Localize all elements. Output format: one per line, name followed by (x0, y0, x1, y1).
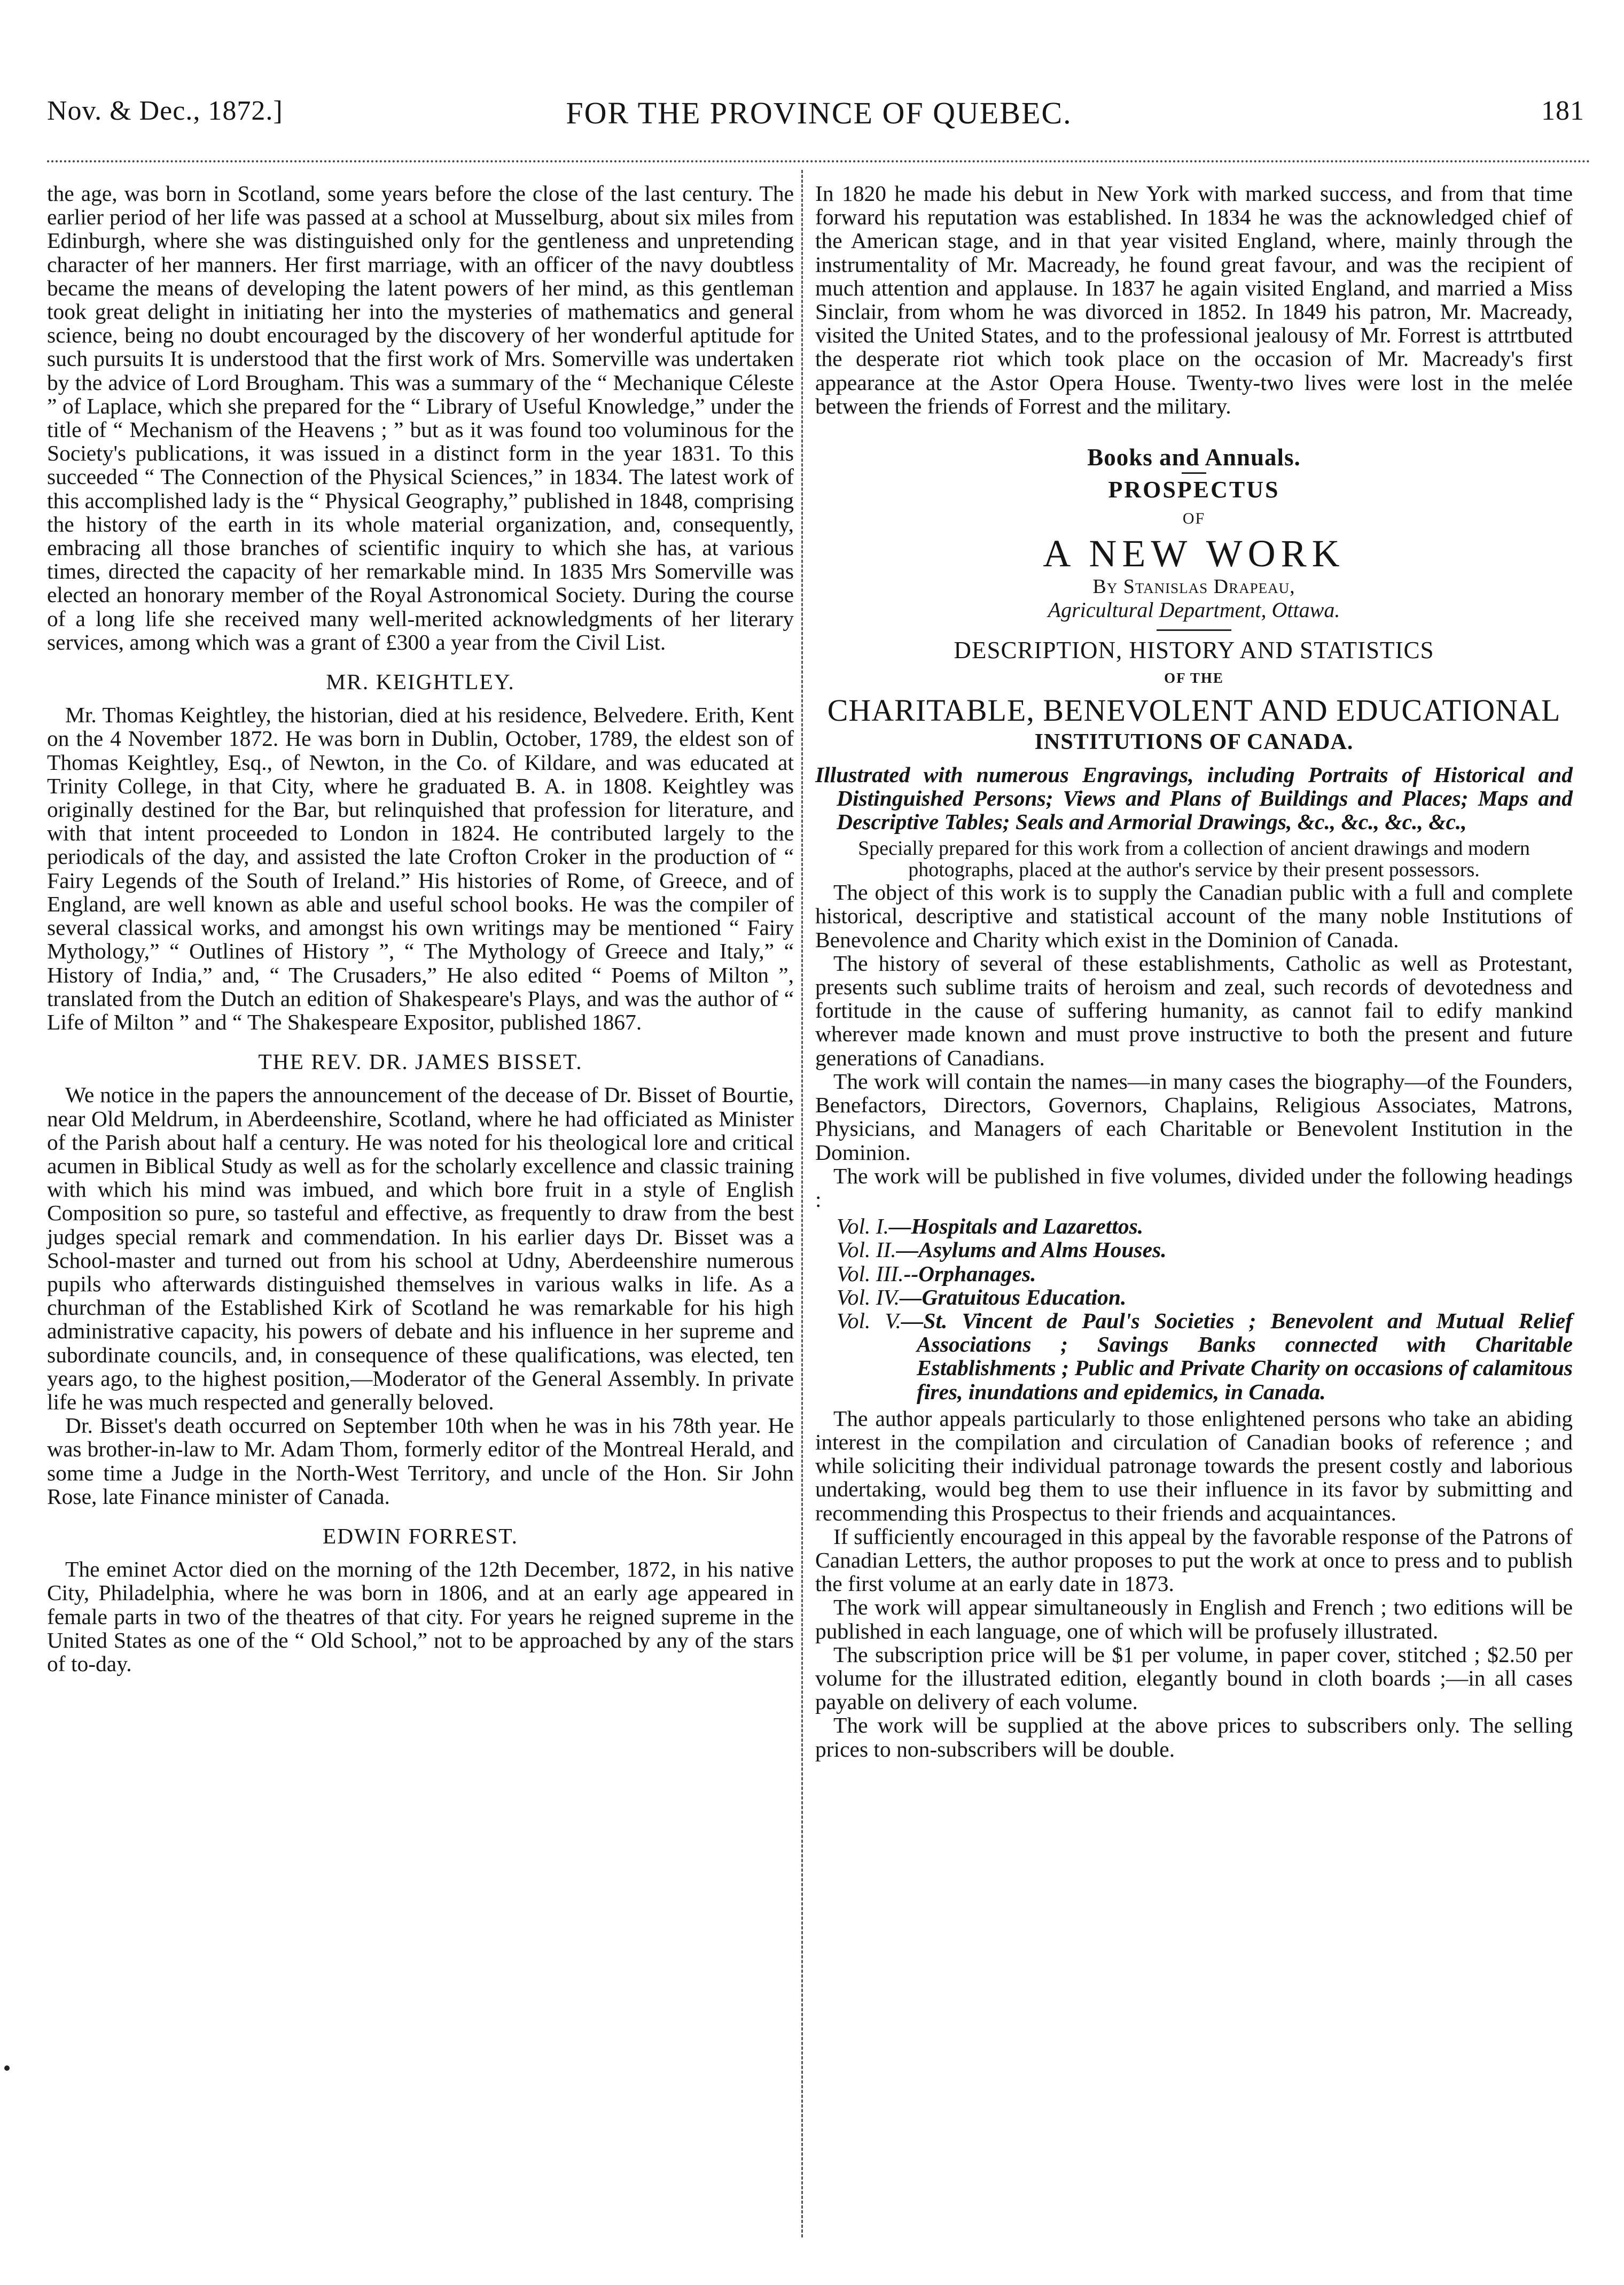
issue-date: Nov. & Dec., 1872.] (47, 96, 283, 126)
volume-item (837, 1262, 1573, 1285)
volume-title: —St. Vincent de Paul's Societies ; Benevolent and Mutual Relief Associations ; Savings Banks connected with Charitable Establishments ; Public and Private Charity on occasions of calamitous fires, inundations and epidemics, in Canada. (901, 1308, 1573, 1404)
volume-number: Vol. III. (837, 1261, 904, 1286)
description-heading: DESCRIPTION, HISTORY AND STATISTICS (954, 637, 1434, 664)
books-annuals-heading: Books and Annuals. (1087, 444, 1301, 471)
of-label: OF (1182, 510, 1206, 528)
volume-list (837, 1214, 1573, 1403)
bisset-article-p1: We notice in the papers the announcement of the decease of Dr. Bisset of Bourtie, near Old Meldrum, in Aberdeenshire, Scotland, where he had officiated as Minister of the Parish about half a century. He was noted for his theological lore and critical acumen in Biblical Study as well as for the scholarly excellence and classic training with which his mind was imbued, and which bore fruit in a style of English Composition so pure, so tasteful and effective, as frequently to draw from the best judges special remark and commendation. In his earlier days Dr. Bisset was a School-master and turned out from his school at Udny, Aberdeenshire numerous pupils who afterwards distinguished themselves in various walks in life. As a churchman of the Established Kirk of Scotland he was remarkable for his high administrative capacity, his powers of debate and his influence in her supreme and subordinate councils, and, in consequence of these qualifications, was elected, ten years ago, to the highest position,—Moderator of the General Assembly. In private life he was much respected and generally beloved. (47, 1082, 794, 1414)
bisset-heading: THE REV. DR. JAMES BISSET. (258, 1049, 583, 1074)
page-header (47, 95, 1591, 138)
volume-title: —Hospitals and Lazarettos. (888, 1214, 1144, 1239)
volume-item (837, 1285, 1573, 1309)
running-title: FOR THE PROVINCE OF QUEBEC. (566, 96, 1072, 130)
forrest-heading: EDWIN FORREST. (322, 1523, 519, 1548)
volume-item (837, 1214, 1573, 1238)
volume-number: Vol. IV. (837, 1284, 900, 1309)
ink-speck (4, 2065, 10, 2071)
keightley-heading: MR. KEIGHTLEY. (326, 669, 515, 695)
section-rule (1157, 629, 1231, 631)
volume-title: —Asylums and Alms Houses. (896, 1237, 1167, 1262)
bisset-article-p2: Dr. Bisset's death occurred on September 10th when he was in his 78th year. He was brother-in-law to Mr. Adam Thom, formerly editor of the Montreal Herald, and some time a Judge in the North-West Territory, and uncle of the Hon. Sir John Rose, late Finance minister of Canada. (47, 1413, 794, 1509)
institutions-heading: INSTITUTIONS OF CANADA. (1034, 730, 1354, 755)
paragraph-object: The object of this work is to supply the Canadian public with a full and complete historical, descriptive and statistical account of the many noble Institutions of Benevolence and Charity which exist in the Dominion of Canada. (815, 880, 1573, 952)
forrest-continued: In 1820 he made his debut in New York with marked success, and from that time forward his reputation was established. In 1834 he was the acknowledged chief of the American stage, and in that year visited England, where, mainly through the instrumentality of Mr. Macready, he found great favour, and was the recipient of much attention and applause. In 1837 he again visited England, and married a Miss Sinclair, from whom he was divorced in 1852. In 1849 his patron, Mr. Macready, visited the United States, and to the professional jealousy of Mr. Forrest is attrtbuted the desperate riot which took place on the occasion of Mr. Macready's first appearance at the Astor Opera House. Twenty-two lives were lost in the melée between the friends of Forrest and the military. (815, 181, 1573, 418)
paragraph-names: The work will contain the names—in many cases the biography—of the Founders, Benefactors, Directors, Governors, Chaplains, Religious Associates, Matrons, Physicians, and Managers of each Charitable or Benevolent Institution in the Dominion. (815, 1069, 1573, 1165)
volume-title: --Orphanages. (903, 1261, 1036, 1286)
prospectus-heading: PROSPECTUS (1108, 477, 1280, 503)
right-column (815, 182, 1573, 1761)
paragraph-encouraged: If sufficiently encouraged in this appeal by the favorable response of the Patrons of Canadian Letters, the author proposes to put the work at once to press and to publish the first volume at an early date in 1873. (815, 1524, 1573, 1596)
author-byline: By Stanislas Drapeau, (1092, 575, 1295, 598)
forrest-article: The eminet Actor died on the morning of the 12th December, 1872, in his native City, Philadelphia, where he was born in 1806, and at an early age appeared in female parts in two of the theatres of that city. For years he reigned supreme in the United States as one of the “ Old School,” not to be approached by any of the stars of to-day. (47, 1557, 794, 1676)
header-rule (47, 160, 1591, 162)
paragraph-simultaneous: The work will appear simultaneously in English and French ; two editions will be published in each language, one of which will be profusely illustrated. (815, 1595, 1573, 1643)
keightley-article: Mr. Thomas Keightley, the historian, died at his residence, Belvedere. Erith, Kent on the 4 November 1872. He was born in Dublin, October, 1789, the eldest son of Thomas Keightley, Esq., of Newton, in the Co. of Kildare, and was educated at Trinity College, in that City, where he graduated B. A. in 1808. Keightley was originally destined for the Bar, but relinquished that profession for literature, and with that intent proceeded to London in 1824. He contributed largely to the periodicals of the day, and assisted the late Crofton Croker in the production of “ Fairy Legends of the South of Ireland.” His histories of Rome, of Greece, and of England, are well known as able and useful school books. He was the compiler of several classical works, and amongst his own writings may be mentioned “ Fairy Mythology,” “ Outlines of History ”, “ The Mythology of Greece and Italy,” “ History of India,” and, “ The Crusaders,” He also edited “ Poems of Milton ”, translated from the Dutch an edition of Shakespeare's Plays, and was the author of “ Life of Milton ” and “ The Shakespeare Expositor, published 1867. (47, 703, 794, 1034)
left-column (47, 182, 794, 1675)
volume-item (837, 1238, 1573, 1261)
author-department: Agricultural Department, Ottawa. (1048, 597, 1340, 622)
new-work-title: A NEW WORK (1043, 532, 1345, 575)
somerville-article: the age, was born in Scotland, some years before the close of the last century. The earlier period of her life was passed at a school at Musselburg, about six miles from Edinburgh, where she was distinguished only for the gentleness and unpretending character of her manners. Her first marriage, with an officer of the navy doubtless became the means of developing the latent powers of her mind, as this gentleman took great delight in initiating her into the mysteries of mathematics and general science, being no doubt encouraged by the discovery of her wonderful aptitude for such pursuits It is understood that the first work of Mrs. Somerville was undertaken by the advice of Lord Brougham. This was a summary of the “ Mechanique Céleste ” of Laplace, which she prepared for the “ Library of Useful Knowledge,” under the title of “ Mechanism of the Heavens ; ” but as it was found too voluminous for the Society's publications, it was issued in a distinct form in the year 1831. To this succeeded “ The Connection of the Physical Sciences,” in 1834. The latest work of this accomplished lady is the “ Physical Geography,” published in 1848, comprising the history of the earth in its whole material organization, and, consequently, embracing all those branches of scientific inquiry to which she has, at various times, directed the capacity of her remarkable mind. In 1835 Mrs Somerville was elected an honorary member of the Royal Astronomical Society. During the course of a long life she received many well-merited acknowledgments of her literary services, among which was a grant of £300 a year from the Civil List. (47, 181, 794, 654)
column-divider (801, 170, 803, 2237)
charitable-heading: CHARITABLE, BENEVOLENT AND EDUCATIONAL (827, 693, 1561, 728)
dash-divider (1182, 472, 1206, 474)
paragraph-appeals: The author appeals particularly to those enlightened persons who take an abiding interest in the compilation and circulation of Canadian books of reference ; and while soliciting their individual patronage towards the present costly and laborious undertaking, would beg them to use their influence in its favor by submitting and recommending this Prospectus to their friends and acquaintances. (815, 1406, 1573, 1525)
volume-item (837, 1309, 1573, 1403)
volume-number: Vol. II. (837, 1237, 896, 1262)
paragraph-volumes: The work will be published in five volumes, divided under the following headings : (815, 1163, 1573, 1212)
volume-number: Vol. I. (837, 1214, 889, 1239)
specially-prepared-note: Specially prepared for this work from a collection of ancient drawings and modern photographs, placed at the author's service by their present possessors. (858, 837, 1530, 882)
of-the-label: OF THE (1164, 670, 1224, 687)
page-number: 181 (1541, 96, 1584, 126)
paragraph-price: The subscription price will be $1 per volume, in paper cover, stitched ; $2.50 per volume for the illustrated edition, elegantly bound in cloth boards ;—in all cases payable on delivery of each volume. (815, 1642, 1573, 1714)
paragraph-supplied: The work will be supplied at the above prices to subscribers only. The selling prices to non-subscribers will be double. (815, 1713, 1573, 1761)
illustrated-note: Illustrated with numerous Engravings, including Portraits of Historical and Distinguished Persons; Views and Plans of Buildings and Places; Maps and Descriptive Tables; Seals and Armorial Drawings, &c., &c., &c., &c., (815, 762, 1573, 835)
paragraph-history: The history of several of these establishments, Catholic as well as Protestant, presents such sublime traits of heroism and zeal, such records of devotedness and fortitude in the cause of suffering humanity, as cannot fail to edify mankind wherever made known and must prove instructive to both the present and future generations of Canadians. (815, 950, 1573, 1070)
volume-title: —Gratuitous Education. (899, 1284, 1127, 1309)
volume-number: Vol. V. (837, 1308, 901, 1333)
